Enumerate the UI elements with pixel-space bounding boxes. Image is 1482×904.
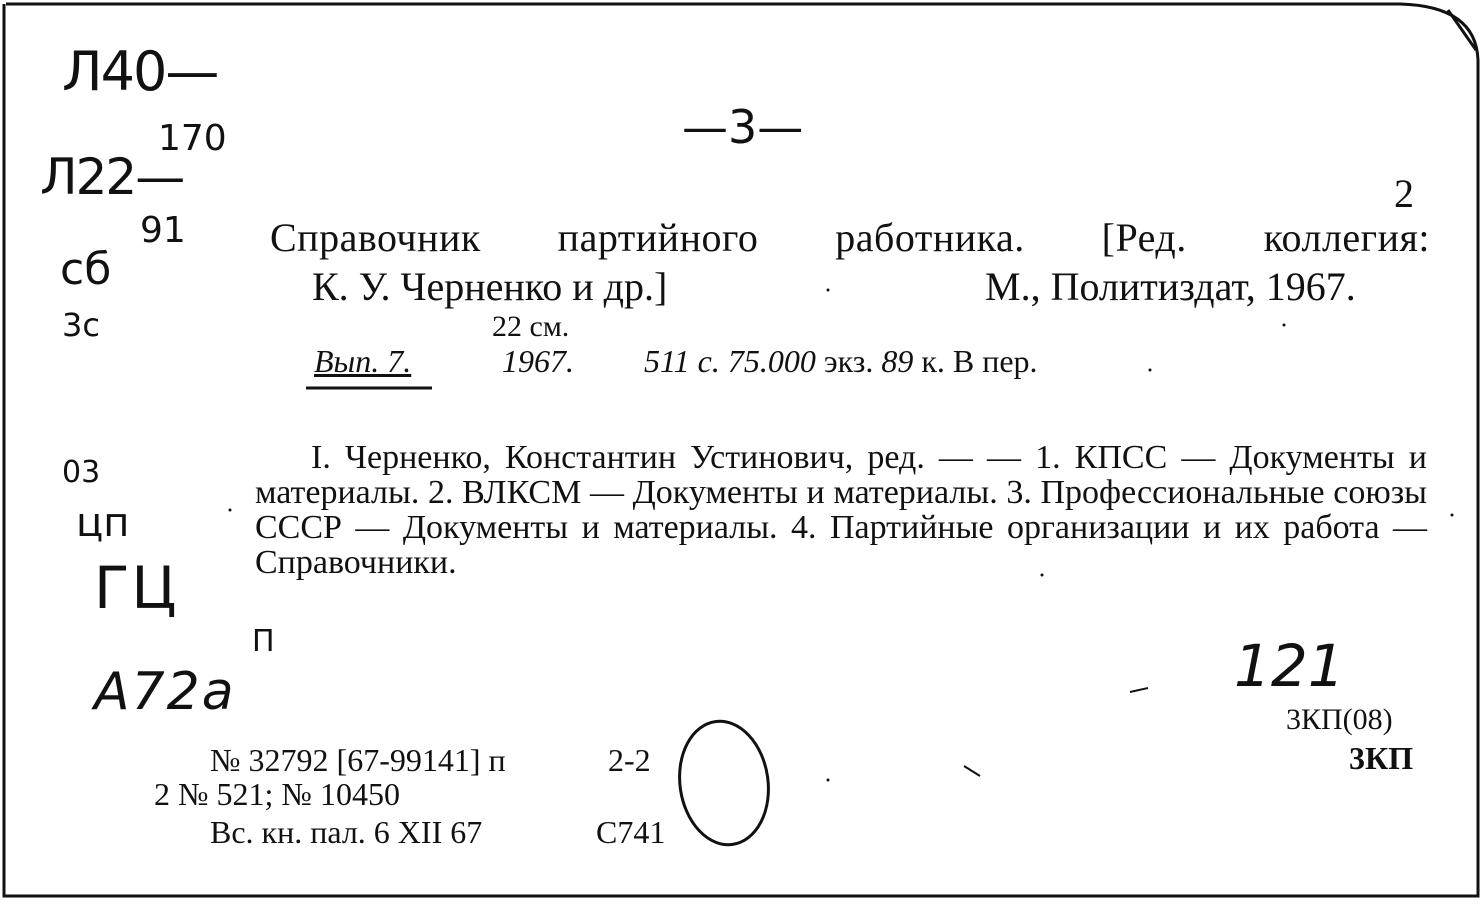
imprint-line-3-right: С741 [596, 814, 666, 850]
handwritten-note-03: 03 [62, 455, 101, 490]
imprint-line-1-right: 2-2 [608, 742, 651, 778]
card-number: 2 [1394, 171, 1414, 216]
handwritten-page-mark: —3— [682, 100, 804, 154]
issue-copies-unit: экз. [823, 343, 874, 379]
issue-pages: 511 с. [644, 343, 720, 379]
imprint-line-1: № 32792 [67-99141] п [210, 742, 506, 778]
handwritten-note-tsp: цп [76, 500, 130, 546]
issue-price-unit: к. В пер. [921, 343, 1038, 379]
handwritten-shelfmark-1-number: 170 [158, 118, 227, 159]
title-line-1: Справочник партийного работника. [Ред. коллегия: [270, 215, 1430, 260]
handwritten-note-3s: 3с [62, 306, 100, 344]
handwritten-note-a72a: А72а [94, 662, 236, 722]
publisher-line: М., Политиздат, 1967. [985, 264, 1356, 309]
handwritten-note-121: 121 [1234, 632, 1345, 700]
subject-tracings: I. Черненко, Константин Устинович, ред. — — 1. КПСС — Документы и материалы. 2. ВЛКСМ — Документы и материалы. 3. Профессиональные союзы СССР — Документы и материалы. 4. Партийные организации и их работа — Справочники. [255, 439, 1427, 581]
issue-price: 89 [881, 343, 914, 379]
handwritten-shelfmark-1: Л40— [62, 40, 218, 103]
handwritten-note-p: П [252, 624, 275, 659]
issue-details [644, 343, 1038, 380]
imprint-line-2: 2 № 521; № 10450 [154, 776, 400, 812]
handwritten-shelfmark-2: Л22— [40, 148, 184, 206]
issue-number: Вып. 7. [314, 343, 412, 379]
classification-code-2: 3КП [1349, 740, 1414, 776]
editor-line: К. У. Черненко и др.] [312, 264, 668, 309]
classification-code-1: 3КП(08) [1286, 703, 1393, 736]
issue-year: 1967. [502, 343, 574, 379]
issue-copies: 75.000 [727, 343, 816, 379]
handwritten-note-sb: сб [60, 244, 112, 295]
handwritten-shelfmark-2-number: 91 [140, 210, 186, 251]
handwritten-note-gts: ГЦ [94, 554, 179, 622]
book-size: 22 см. [492, 310, 570, 343]
imprint-line-3: Вс. кн. пал. 6 XII 67 [210, 814, 483, 850]
